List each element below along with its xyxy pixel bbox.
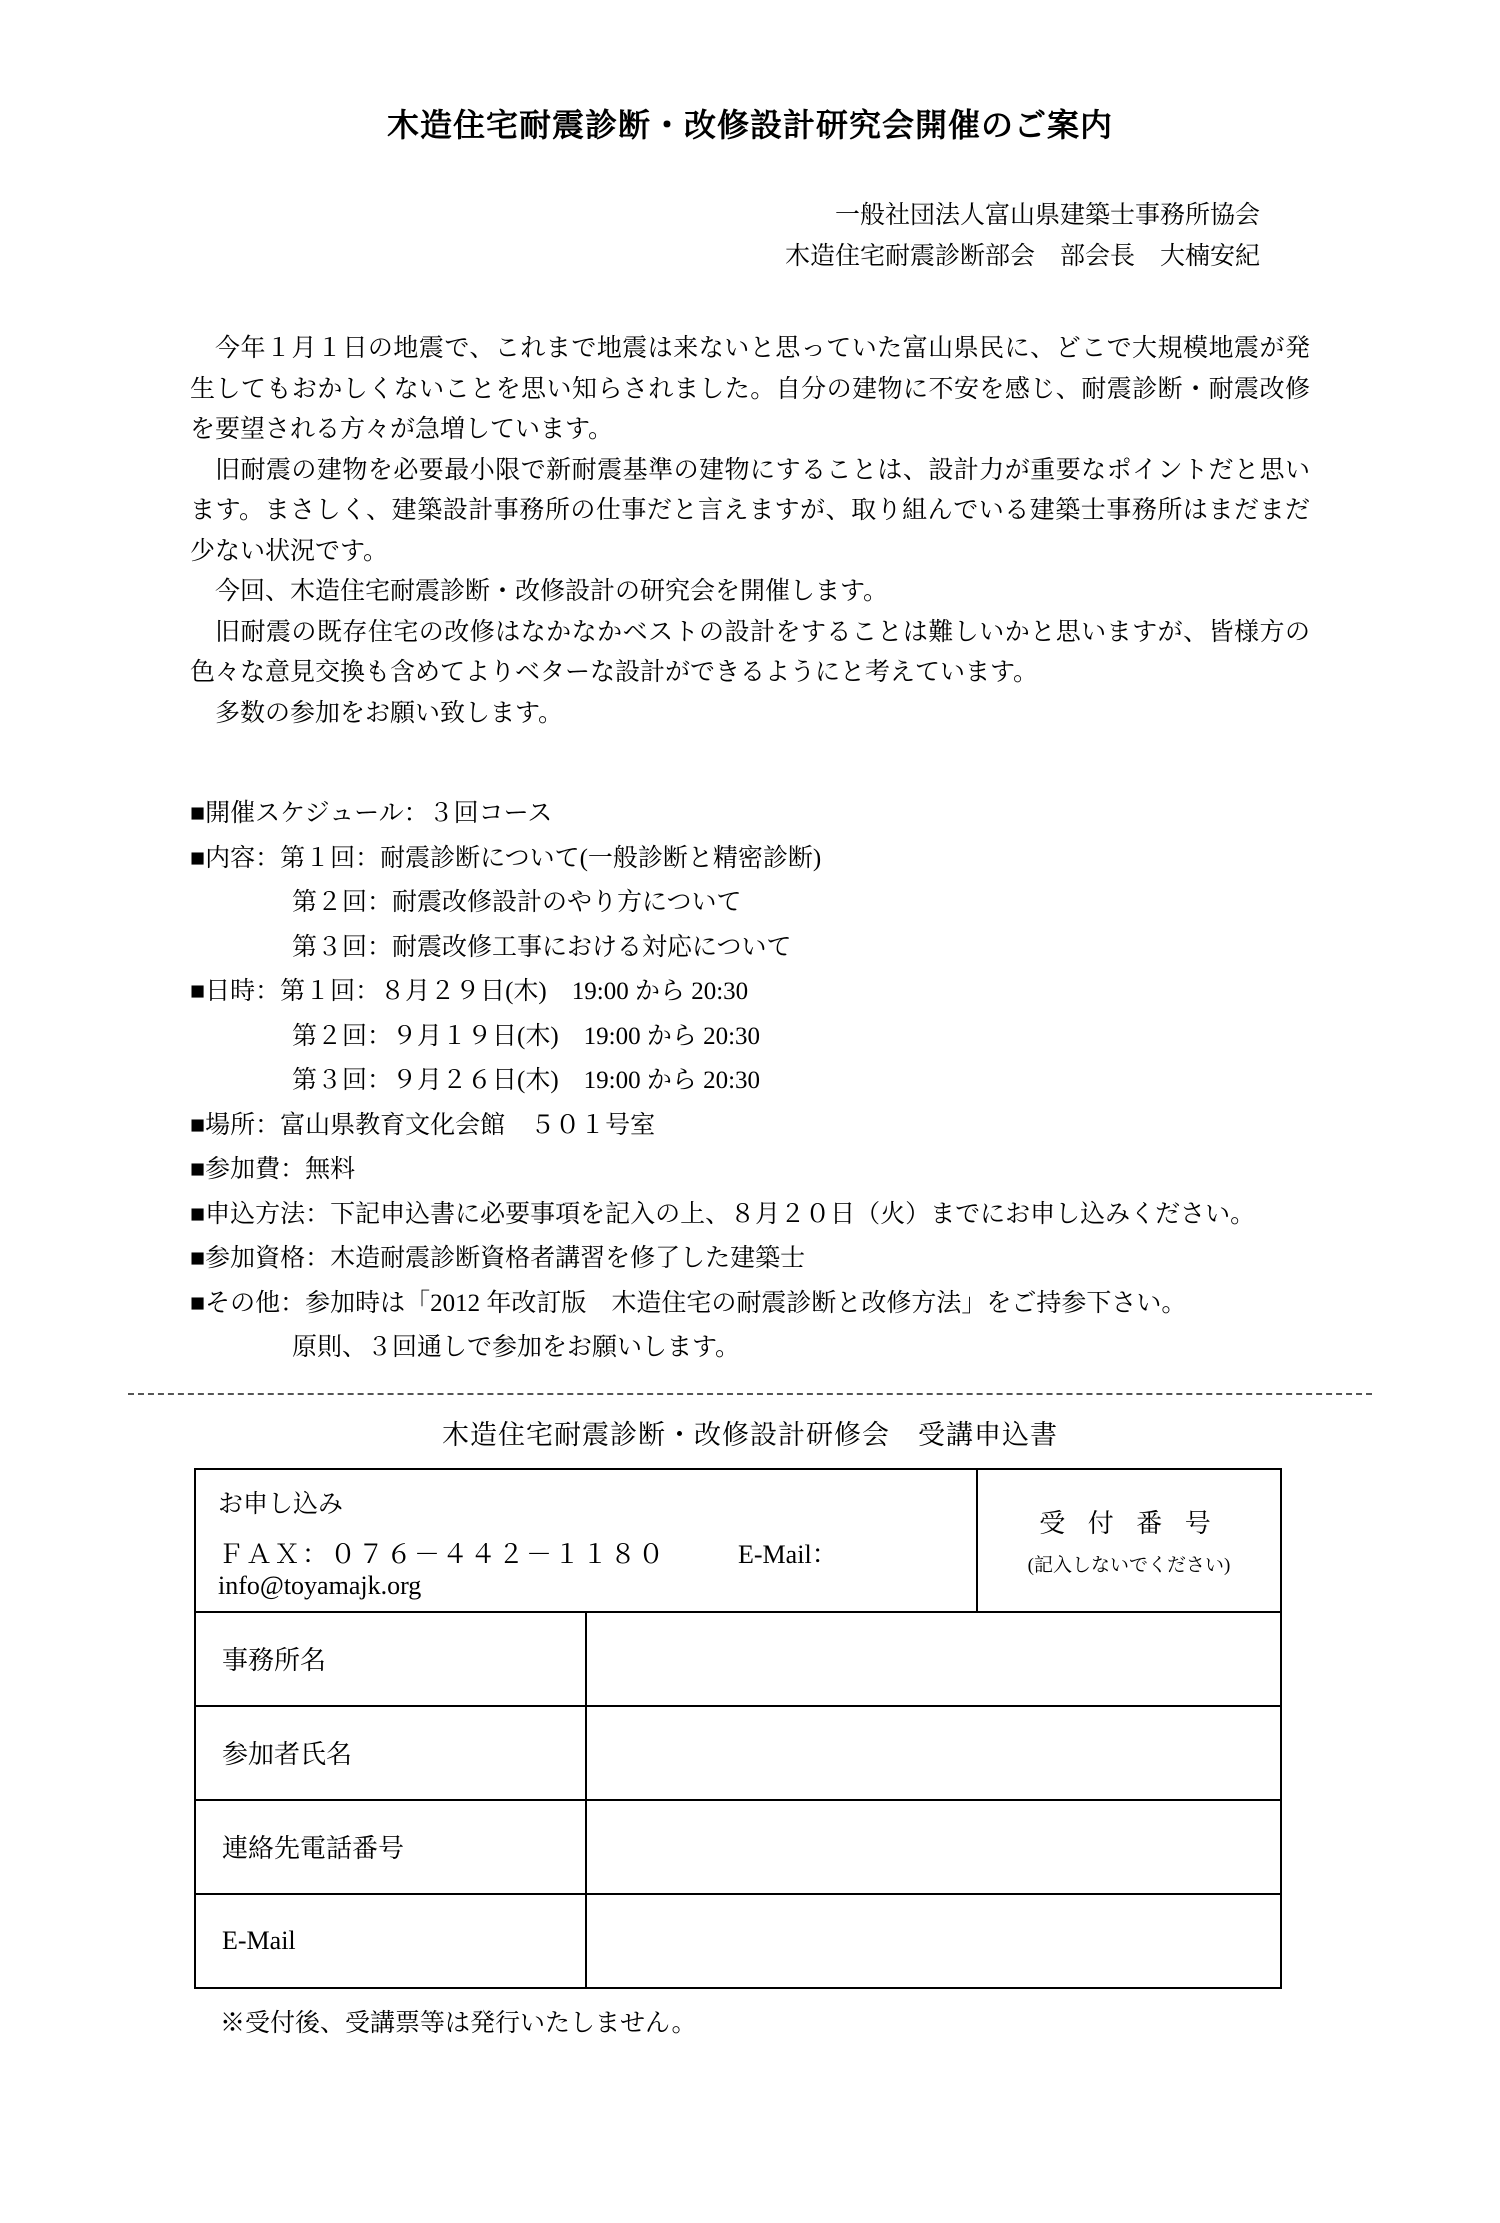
detail-item-other-note: 原則、３回通しで参加をお願いします。 [292, 1334, 741, 1361]
body-text [190, 329, 1310, 734]
row-label-phone: 連絡先電話番号 [195, 1800, 586, 1894]
detail-item-other: ■その他：参加時は「2012 年改訂版 木造住宅の耐震診断と改修方法」をご持参下さい。 [190, 1289, 1187, 1317]
form-heading: 木造住宅耐震診断・改修設計研修会 受講申込書 [442, 1419, 1058, 1450]
cut-line-divider [128, 1393, 1372, 1395]
paragraph-3: 今回、木造住宅耐震診断・改修設計の研究会を開催します。 [215, 578, 889, 605]
detail-item-content-1: ■内容：第１回：耐震診断について(一般診断と精密診断) [190, 844, 822, 872]
application-form [194, 1468, 1282, 2039]
receipt-number-title: 受 付 番 号 [1039, 1509, 1219, 1538]
row-label-participant-name: 参加者氏名 [195, 1706, 586, 1800]
row-input-phone[interactable] [586, 1800, 1281, 1894]
paragraph-4: 旧耐震の既存住宅の改修はなかなかベストの設計をすることは難しいかと思いますが、皆様方の色々な意見交換も含めてよりベターな設計ができるようにと考えています。 [190, 618, 1310, 686]
event-details-list [190, 792, 1310, 1371]
email-address: E-Mail：info@toyamajk.org [218, 1539, 838, 1600]
detail-item-schedule: ■開催スケジュール：３回コース [190, 800, 553, 827]
table-row-participant [195, 1706, 1281, 1800]
detail-item-content-3: 第３回：耐震改修工事における対応について [292, 933, 792, 961]
row-input-email[interactable] [586, 1894, 1281, 1988]
detail-item-venue: ■場所：富山県教育文化会館 ５０１号室 [190, 1111, 656, 1139]
apply-contact-line [218, 1534, 954, 1601]
application-form-table [194, 1468, 1282, 1989]
table-row-office [195, 1612, 1281, 1706]
paragraph-5: 多数の参加をお願い致します。 [215, 699, 564, 727]
receipt-number-note: (記入しないでください) [1027, 1555, 1231, 1576]
row-input-office-name[interactable] [586, 1612, 1281, 1706]
detail-item-datetime-1: ■日時：第１回：８月２９日(木) 19:00 から 20:30 [190, 978, 749, 1005]
fax-number: ＦＡＸ：０７６－４４２－１１８０ [218, 1539, 667, 1569]
organization-block [190, 196, 1310, 277]
organization-line-2: 木造住宅耐震診断部会 部会長 大楠安紀 [784, 242, 1260, 270]
row-input-participant-name[interactable] [586, 1706, 1281, 1800]
detail-item-application-method: ■申込方法：下記申込書に必要事項を記入の上、８月２０日（火）までにお申し込みください。 [190, 1200, 1256, 1228]
paragraph-1: 今年１月１日の地震で、これまで地震は来ないと思っていた富山県民に、どこで大規模地震が発生してもおかしくないことを思い知らされました。自分の建物に不安を感じ、耐震診断・耐震改修を要望される方々が急増しています。 [190, 335, 1310, 443]
receipt-number-cell [977, 1469, 1281, 1612]
table-row-email [195, 1894, 1281, 1988]
table-row-contact [195, 1469, 1281, 1612]
document-page [0, 100, 1500, 2223]
detail-item-datetime-3: 第３回：９月２６日(木) 19:00 から 20:30 [292, 1067, 761, 1094]
table-row-phone [195, 1800, 1281, 1894]
apply-contact-cell [195, 1469, 977, 1612]
form-footnote: ※受付後、受講票等は発行いたしません。 [220, 2009, 697, 2037]
detail-item-datetime-2: 第２回：９月１９日(木) 19:00 から 20:30 [292, 1022, 761, 1050]
row-label-email: E-Mail [195, 1894, 586, 1988]
row-label-office-name: 事務所名 [195, 1612, 586, 1706]
detail-item-content-2: 第２回：耐震改修設計のやり方について [292, 889, 742, 916]
organization-line-1: 一般社団法人富山県建築士事務所協会 [834, 202, 1260, 229]
paragraph-2: 旧耐震の建物を必要最小限で新耐震基準の建物にすることは、設計力が重要なポイントだと思います。まさしく、建築設計事務所の仕事だと言えますが、取り組んでいる建築士事務所はまだまだ少ない状況です。 [190, 456, 1310, 565]
apply-label: お申し込み [218, 1490, 344, 1518]
page-title: 木造住宅耐震診断・改修設計研究会開催のご案内 [386, 107, 1113, 143]
detail-item-fee: ■参加費：無料 [190, 1156, 356, 1183]
detail-item-qualification: ■参加資格：木造耐震診断資格者講習を修了した建築士 [190, 1245, 806, 1272]
